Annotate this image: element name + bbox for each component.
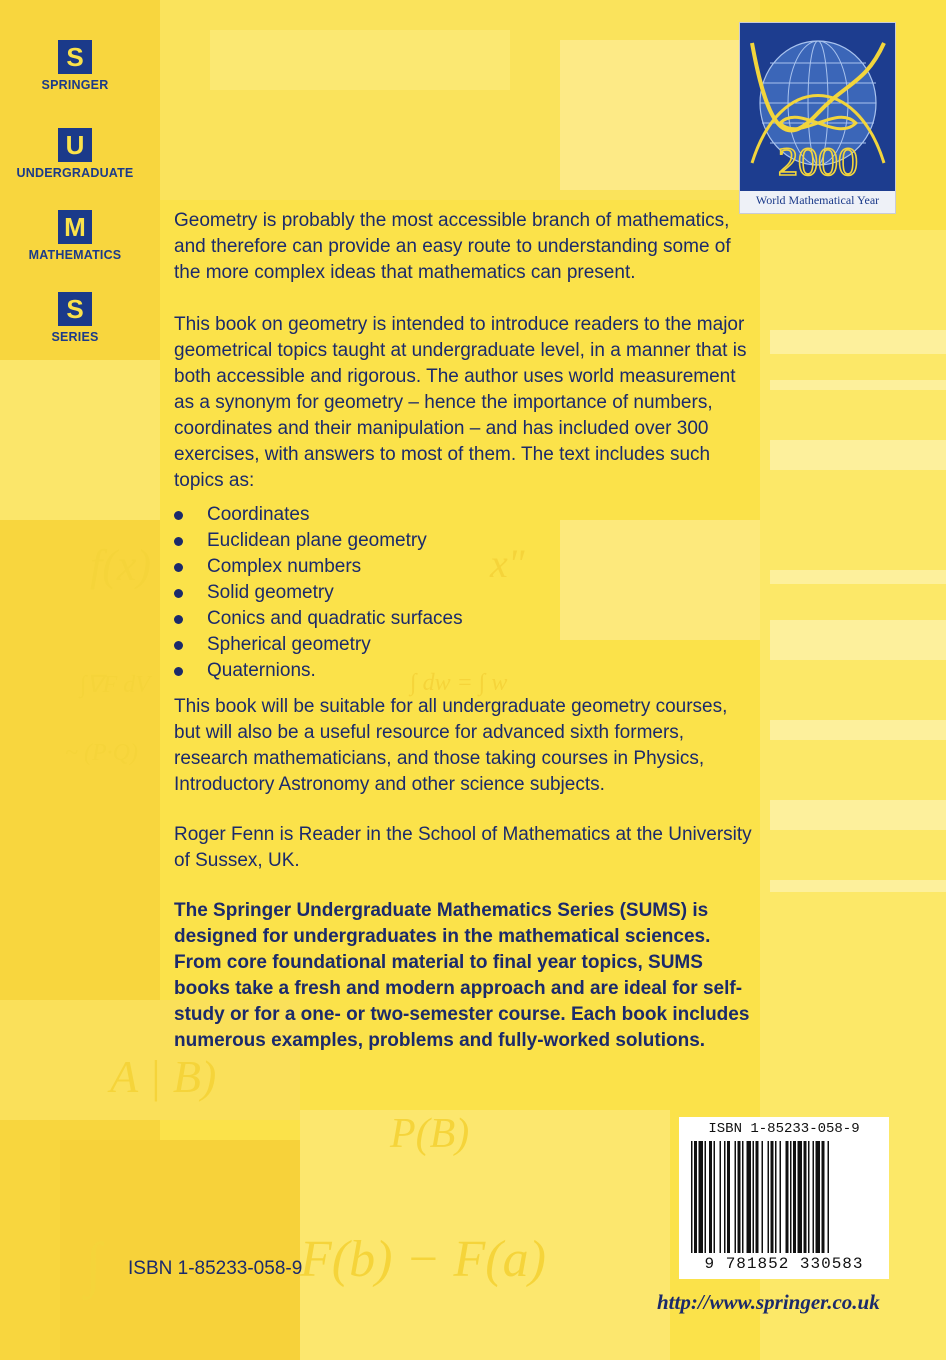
bullet-icon — [174, 641, 183, 650]
logo-caption: World Mathematical Year — [755, 193, 880, 207]
description-paragraph: This book on geometry is intended to introduce readers to the major geometrical topics taught at undergraduate level, in a manner that is both accessible and rigorous. The author uses world measurement as a synonym for geometry – hence the importance of numbers, coordinates and their manipulation – and has included over 300 exercises, with answers to most of them. The text includes such topics as: — [174, 314, 747, 491]
intro-paragraph: Geometry is probably the most accessible branch of mathematics, and therefore can provide an easy route to understanding some of the more complex ideas that mathematics can present. — [174, 210, 731, 283]
svg-text:2000: 2000 — [778, 139, 858, 184]
bullet-icon — [174, 563, 183, 572]
isbn-barcode — [679, 1117, 889, 1279]
badge-word: UNDERGRADUATE — [16, 166, 134, 180]
barcode-ean: 9 781852 330583 — [704, 1255, 864, 1273]
topic-list — [174, 502, 754, 684]
bullet-icon — [174, 615, 183, 624]
badge-letter: S — [58, 292, 92, 326]
bullet-icon — [174, 537, 183, 546]
badge-word: MATHEMATICS — [28, 248, 122, 262]
isbn-text: ISBN 1-85233-058-9 — [128, 1258, 303, 1279]
bullet-icon — [174, 511, 183, 520]
bullet-icon — [174, 667, 183, 676]
globe-icon — [740, 23, 895, 191]
list-item: Complex numbers — [174, 554, 754, 580]
barcode-isbn: ISBN 1-85233-058-9 — [708, 1121, 860, 1137]
list-item: Conics and quadratic surfaces — [174, 606, 754, 632]
badge-word: SERIES — [51, 330, 99, 344]
back-cover-blurb — [174, 208, 754, 1054]
background-pattern: f(x) x" ∫∇F dV ∫ dw = ∫ w ~ (P·Q) A | B) P(B) F(b) − F(a) ∫ — [0, 0, 946, 1360]
badge-letter: S — [58, 40, 92, 74]
badge-letter: M — [58, 210, 92, 244]
list-item: Coordinates — [174, 502, 754, 528]
author-paragraph: Roger Fenn is Reader in the School of Mathematics at the University of Sussex, UK. — [174, 824, 752, 871]
badge-word: SPRINGER — [41, 78, 109, 92]
publisher-url[interactable]: http://www.springer.co.uk — [657, 1290, 880, 1314]
list-item: Solid geometry — [174, 580, 754, 606]
list-item: Euclidean plane geometry — [174, 528, 754, 554]
barcode-icon — [691, 1141, 877, 1253]
world-math-year-logo — [739, 22, 896, 214]
list-item: Spherical geometry — [174, 632, 754, 658]
badge-letter: U — [58, 128, 92, 162]
list-item: Quaternions. — [174, 658, 754, 684]
series-paragraph: The Springer Undergraduate Mathematics Series (SUMS) is designed for undergraduates in the mathematical sciences. From core foundational material to final year topics, SUMS books take a fresh and modern approach and are ideal for self-study or for a one- or two-semester course. Each book includes numerous examples, problems and fully-worked solutions. — [174, 900, 750, 1051]
audience-paragraph: This book will be suitable for all undergraduate geometry courses, but will also be a useful resource for advanced sixth formers, research mathematicians, and those taking courses in Physics, Introductory Astronomy and other science subjects. — [174, 696, 728, 795]
bullet-icon — [174, 589, 183, 598]
